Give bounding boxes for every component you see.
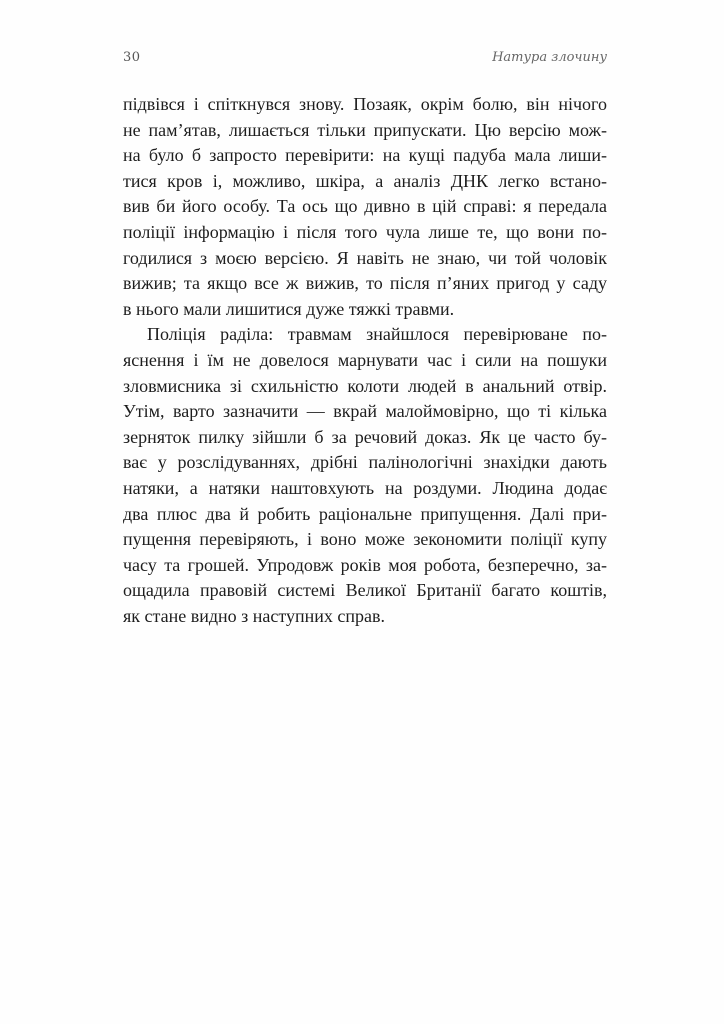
paragraph	[123, 322, 607, 629]
running-title: Натура злочину	[492, 50, 607, 65]
text-line: тися кров і, можливо, шкіра, а аналіз ДНК легко встано-	[123, 170, 607, 191]
text-line: Поліція раділа: травмам знайшлося перевірюване по-	[147, 324, 607, 345]
text-line: в нього мали лишитися дуже тяжкі травми.	[123, 298, 455, 319]
text-line: Утім, варто зазначити — вкрай малоймовірно, що ті кілька	[123, 401, 607, 422]
text-line: поліції інформацію і після того чула лише те, що вони по-	[123, 221, 607, 242]
page-number: 30	[123, 50, 141, 65]
text-line: два плюс два й робить раціональне припущення. Далі при-	[123, 503, 607, 524]
text-line: часу та грошей. Упродовж років моя робота, безперечно, за-	[123, 554, 607, 575]
text-line: вив би його особу. Та ось що дивно в цій справі: я передала	[123, 196, 607, 217]
text-line: ває у розслідуваннях, дрібні палінологічні знахідки дають	[123, 452, 607, 473]
text-line: на було б запросто перевірити: на кущі падуба мала лиши-	[123, 145, 607, 166]
text-line: годилися з моєю версією. Я навіть не знаю, чи той чоловік	[123, 247, 607, 268]
running-head	[123, 50, 607, 72]
text-line: підвівся і спіткнувся знову. Позаяк, окрім болю, він нічого	[123, 94, 607, 114]
text-line: пущення перевіряють, і воно може зекономити поліції купу	[123, 529, 607, 550]
paragraph	[123, 92, 607, 322]
text-line: не пам’ятав, лишається тільки припускати. Цю версію мож-	[123, 119, 607, 140]
text-line: зерняток пилку зійшли б за речовий доказ. Як це часто бу-	[123, 426, 607, 447]
text-line: зловмисника зі схильністю колоти людей в анальний отвір.	[123, 375, 607, 396]
body-text	[123, 92, 607, 629]
text-line: яснення і їм не довелося марнувати час і сили на пошуки	[123, 349, 607, 370]
text-line: натяки, а натяки наштовхують на роздуми. Людина додає	[123, 477, 607, 498]
text-line: ощадила правовій системі Великої Британії багато коштів,	[123, 580, 607, 601]
text-line: як стане видно з наступних справ.	[123, 605, 385, 626]
text-line: вижив; та якщо все ж вижив, то після п’яних пригод у саду	[123, 273, 607, 294]
